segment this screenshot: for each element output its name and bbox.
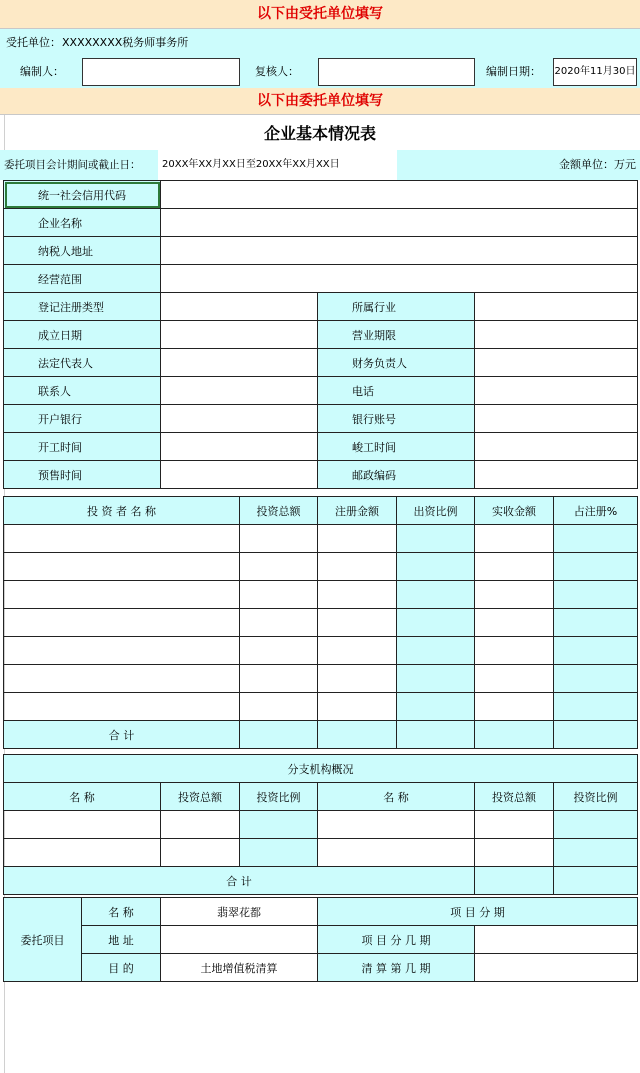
investor-cell[interactable] [475, 693, 554, 721]
branch-cell[interactable] [475, 839, 554, 867]
investor-name-header: 投 资 者 名 称 [4, 497, 240, 525]
period-row [0, 150, 640, 180]
project-settle-phase-value[interactable] [475, 954, 638, 982]
page-title: 企业基本情况表 [263, 124, 376, 143]
branch-cell[interactable] [318, 839, 475, 867]
project-phase-count-value[interactable] [475, 926, 638, 954]
table-row [4, 581, 638, 609]
branches-table [3, 754, 638, 895]
project-settle-phase-label: 清 算 第 几 期 [318, 954, 475, 982]
table-row [4, 609, 638, 637]
investor-cell[interactable] [397, 665, 475, 693]
table-row [4, 665, 638, 693]
table-row [4, 461, 638, 489]
investor-cell[interactable] [554, 553, 638, 581]
business-scope-label: 经营范围 [4, 265, 161, 293]
agency-label: 受托单位： [6, 36, 61, 49]
branch-total-cell[interactable] [475, 867, 554, 895]
pair-left-cell[interactable] [161, 293, 318, 321]
table-row [4, 839, 638, 867]
preparer-input[interactable] [82, 58, 240, 86]
project-address-value[interactable] [161, 926, 318, 954]
pair-left-cell[interactable] [161, 433, 318, 461]
investor-cell[interactable] [318, 637, 397, 665]
investor-total-cell[interactable] [240, 721, 318, 749]
investor-cell[interactable] [240, 637, 318, 665]
pair-left-cell[interactable] [161, 461, 318, 489]
preparer-label: 编制人： [20, 65, 64, 78]
project-phase-header: 项 目 分 期 [318, 898, 638, 926]
project-purpose-label: 目 的 [82, 954, 161, 982]
branches-header-row [4, 783, 638, 811]
project-name-value[interactable]: 翡翠花都 [161, 898, 318, 926]
table-row [4, 553, 638, 581]
amount-unit: 金额单位：万元 [559, 158, 636, 171]
pair-left-label: 联系人 [4, 377, 161, 405]
company-name-cell[interactable] [161, 209, 638, 237]
table-row [4, 321, 638, 349]
investor-cell[interactable] [240, 665, 318, 693]
investor-cell[interactable] [318, 665, 397, 693]
project-label: 委托项目 [4, 898, 82, 982]
paid-in-amount-header: 实收金额 [475, 497, 554, 525]
investor-total-cell[interactable] [554, 721, 638, 749]
reviewer-input[interactable] [318, 58, 475, 86]
branches-title: 分支机构概况 [4, 755, 638, 783]
table-row [4, 637, 638, 665]
investors-table [3, 496, 638, 749]
branches-total-label: 合 计 [4, 867, 475, 895]
branch-name-header: 名 称 [4, 783, 161, 811]
consignee-section-header: 以下由受托单位填写 [0, 0, 640, 29]
reviewer-label: 复核人： [255, 65, 299, 78]
taxpayer-address-label: 纳税人地址 [4, 237, 161, 265]
branch-cell[interactable] [240, 811, 318, 839]
branch-investment-header: 投资总额 [161, 783, 240, 811]
investor-cell[interactable] [4, 665, 240, 693]
table-row [4, 811, 638, 839]
registered-amount-header: 注册金额 [318, 497, 397, 525]
pair-right-label: 银行账号 [318, 405, 475, 433]
investor-cell[interactable] [4, 693, 240, 721]
branch-ratio-header: 投资比例 [240, 783, 318, 811]
table-row [4, 525, 638, 553]
pair-right-label: 电话 [318, 377, 475, 405]
table-row [4, 433, 638, 461]
investor-cell[interactable] [4, 525, 240, 553]
investor-cell[interactable] [4, 553, 240, 581]
investor-cell[interactable] [475, 609, 554, 637]
investor-cell[interactable] [397, 525, 475, 553]
pair-right-cell[interactable] [475, 461, 638, 489]
investor-cell[interactable] [554, 581, 638, 609]
contribution-ratio-header: 出资比例 [397, 497, 475, 525]
investor-cell[interactable] [475, 637, 554, 665]
investor-total-cell[interactable] [318, 721, 397, 749]
date-input[interactable]: 2020年11月30日 [553, 58, 637, 86]
investors-header-row [4, 497, 638, 525]
pair-left-label: 预售时间 [4, 461, 161, 489]
pair-left-label: 成立日期 [4, 321, 161, 349]
taxpayer-address-cell[interactable] [161, 237, 638, 265]
investor-total-cell[interactable] [397, 721, 475, 749]
investor-cell[interactable] [318, 581, 397, 609]
investors-total-label: 合 计 [4, 721, 240, 749]
project-table [3, 897, 638, 982]
pair-right-cell[interactable] [475, 433, 638, 461]
table-row [4, 209, 638, 237]
pair-right-cell[interactable] [475, 405, 638, 433]
preparer-row [0, 58, 640, 88]
investor-cell[interactable] [318, 609, 397, 637]
investor-cell[interactable] [397, 637, 475, 665]
pair-left-cell[interactable] [161, 321, 318, 349]
pair-right-label: 财务负责人 [318, 349, 475, 377]
investor-cell[interactable] [240, 525, 318, 553]
investor-cell[interactable] [240, 693, 318, 721]
investor-cell[interactable] [397, 581, 475, 609]
investor-cell[interactable] [318, 693, 397, 721]
branch-cell[interactable] [475, 811, 554, 839]
branch-cell[interactable] [554, 839, 638, 867]
company-name-label: 企业名称 [4, 209, 161, 237]
investor-cell[interactable] [240, 609, 318, 637]
investor-cell[interactable] [475, 525, 554, 553]
credit-code-cell[interactable] [161, 181, 638, 209]
branch-ratio-header: 投资比例 [554, 783, 638, 811]
project-address-label: 地 址 [82, 926, 161, 954]
table-row [4, 954, 638, 982]
branches-total-row [4, 867, 638, 895]
pair-right-cell[interactable] [475, 321, 638, 349]
investor-cell[interactable] [397, 609, 475, 637]
investor-cell[interactable] [475, 581, 554, 609]
investor-cell[interactable] [4, 609, 240, 637]
project-name-label: 名 称 [82, 898, 161, 926]
investor-total-cell[interactable] [475, 721, 554, 749]
branch-cell[interactable] [161, 811, 240, 839]
pair-left-label: 登记注册类型 [4, 293, 161, 321]
investor-cell[interactable] [318, 553, 397, 581]
table-row [4, 405, 638, 433]
investor-cell[interactable] [554, 637, 638, 665]
pair-left-label: 法定代表人 [4, 349, 161, 377]
investors-total-row [4, 721, 638, 749]
investor-cell[interactable] [4, 637, 240, 665]
investor-cell[interactable] [554, 665, 638, 693]
investor-cell[interactable] [554, 525, 638, 553]
pair-left-label: 开户银行 [4, 405, 161, 433]
credit-code-label[interactable]: 统一社会信用代码 [4, 181, 161, 209]
branches-title-row [4, 755, 638, 783]
table-row [4, 265, 638, 293]
pair-left-cell[interactable] [161, 349, 318, 377]
table-row [4, 237, 638, 265]
investor-cell[interactable] [240, 581, 318, 609]
pair-right-label: 峻工时间 [318, 433, 475, 461]
project-phase-count-label: 项 目 分 几 期 [318, 926, 475, 954]
branch-cell[interactable] [318, 811, 475, 839]
investor-cell[interactable] [397, 553, 475, 581]
branch-cell[interactable] [4, 811, 161, 839]
branch-cell[interactable] [161, 839, 240, 867]
branch-cell[interactable] [554, 811, 638, 839]
pair-left-cell[interactable] [161, 405, 318, 433]
investor-cell[interactable] [4, 581, 240, 609]
project-purpose-value[interactable]: 土地增值税清算 [161, 954, 318, 982]
pair-right-label: 所属行业 [318, 293, 475, 321]
investor-cell[interactable] [240, 553, 318, 581]
date-label: 编制日期： [486, 65, 541, 78]
investor-cell[interactable] [554, 693, 638, 721]
investor-cell[interactable] [475, 665, 554, 693]
basic-info-table [3, 180, 638, 489]
branch-cell[interactable] [4, 839, 161, 867]
table-row [4, 898, 638, 926]
table-row [4, 926, 638, 954]
period-label: 委托项目会计期间或截止日： [4, 159, 141, 171]
table-row [4, 293, 638, 321]
investor-cell[interactable] [318, 525, 397, 553]
investor-cell[interactable] [397, 693, 475, 721]
investor-cell[interactable] [554, 609, 638, 637]
pair-left-cell[interactable] [161, 377, 318, 405]
branch-investment-header: 投资总额 [475, 783, 554, 811]
table-row [4, 181, 638, 209]
pair-right-label: 营业期限 [318, 321, 475, 349]
registered-percent-header: 占注册% [554, 497, 638, 525]
table-row [4, 349, 638, 377]
business-scope-cell[interactable] [161, 265, 638, 293]
consignor-section-header: 以下由委托单位填写 [0, 88, 640, 115]
table-row [4, 377, 638, 405]
agency-value[interactable]: XXXXXXXX税务师事务所 [62, 36, 189, 49]
pair-right-cell[interactable] [475, 349, 638, 377]
branch-cell[interactable] [240, 839, 318, 867]
table-row [4, 693, 638, 721]
pair-right-cell[interactable] [475, 293, 638, 321]
pair-left-label: 开工时间 [4, 433, 161, 461]
total-investment-header: 投资总额 [240, 497, 318, 525]
branch-name-header: 名 称 [318, 783, 475, 811]
branch-total-cell[interactable] [554, 867, 638, 895]
pair-right-cell[interactable] [475, 377, 638, 405]
investor-cell[interactable] [475, 553, 554, 581]
agency-row [0, 29, 640, 58]
period-value[interactable]: 20XX年XX月XX日至20XX年XX月XX日 [162, 159, 340, 170]
pair-right-label: 邮政编码 [318, 461, 475, 489]
